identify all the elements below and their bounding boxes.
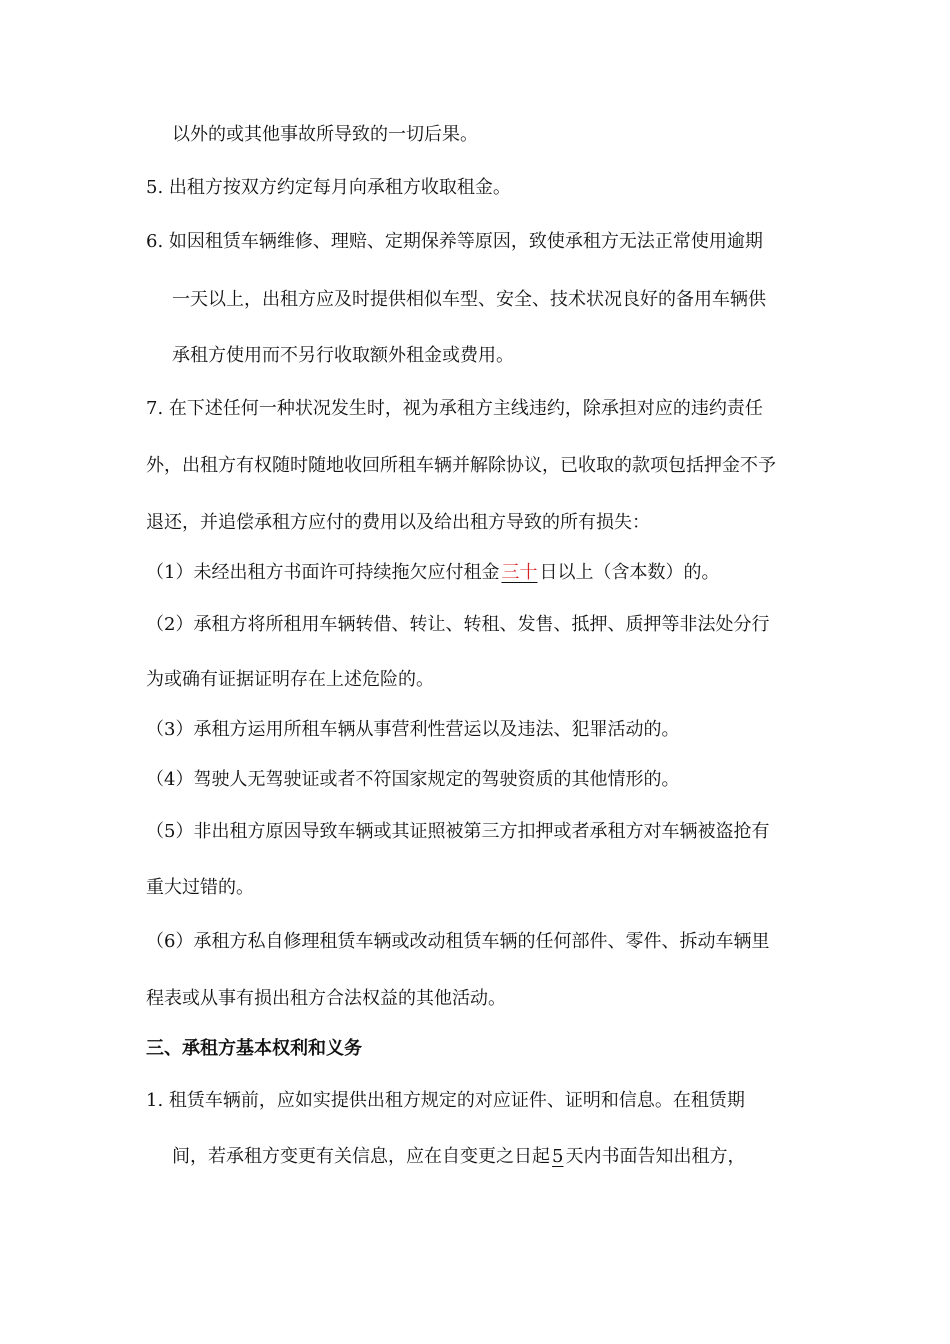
text-line: 6. 如因租赁车辆维修、理赔、定期保养等原因，致使承租方无法正常使用逾期 xyxy=(146,231,763,252)
notice-days-fill: 5 xyxy=(552,1146,564,1167)
overdue-days-fill: 三十 xyxy=(501,562,538,583)
text-line: 一天以上，出租方应及时提供相似车型、安全、技术状况良好的备用车辆供 xyxy=(172,289,766,310)
text-line: （5）非出租方原因导致车辆或其证照被第三方扣押或者承租方对车辆被盗抢有 xyxy=(146,821,770,842)
text-line: （3）承租方运用所租车辆从事营利性营运以及违法、犯罪活动的。 xyxy=(146,719,680,740)
item-1-text-end: 日以上（含本数）的。 xyxy=(539,562,720,583)
section-title: 三、承租方基本权利和义务 xyxy=(146,1038,362,1059)
clause-1-text-end: 天内书面告知出租方， xyxy=(565,1146,746,1167)
text-line: 退还，并追偿承租方应付的费用以及给出租方导致的所有损失： xyxy=(146,512,650,533)
text-line: 5. 出租方按双方约定每月向承租方收取租金。 xyxy=(146,177,511,198)
text-line: （4）驾驶人无驾驶证或者不符国家规定的驾驶资质的其他情形的。 xyxy=(146,769,680,790)
text-line: 1. 租赁车辆前，应如实提供出租方规定的对应证件、证明和信息。在租赁期 xyxy=(146,1090,745,1111)
item-1-text: （1）未经出租方书面许可持续拖欠应付租金 xyxy=(146,562,500,583)
text-line: 为或确有证据证明存在上述危险的。 xyxy=(146,669,434,690)
text-line: 7. 在下述任何一种状况发生时，视为承租方主线违约，除承担对应的违约责任 xyxy=(146,398,763,419)
clause-1-line-2 xyxy=(172,1144,745,1170)
text-line: 外，出租方有权随时随地收回所租车辆并解除协议，已收取的款项包括押金不予 xyxy=(146,455,776,476)
text-line: （6）承租方私自修理租赁车辆或改动租赁车辆的任何部件、零件、拆动车辆里 xyxy=(146,931,770,952)
clause-1-text: 间，若承租方变更有关信息，应在自变更之日起 xyxy=(172,1146,550,1167)
item-1-line xyxy=(146,560,719,586)
text-line: 程表或从事有损出租方合法权益的其他活动。 xyxy=(146,988,506,1009)
text-line: 以外的或其他事故所导致的一切后果。 xyxy=(172,124,478,145)
text-line: 承租方使用而不另行收取额外租金或费用。 xyxy=(172,345,514,366)
text-line: 重大过错的。 xyxy=(146,877,254,898)
text-line: （2）承租方将所租用车辆转借、转让、转租、发售、抵押、质押等非法处分行 xyxy=(146,614,770,635)
